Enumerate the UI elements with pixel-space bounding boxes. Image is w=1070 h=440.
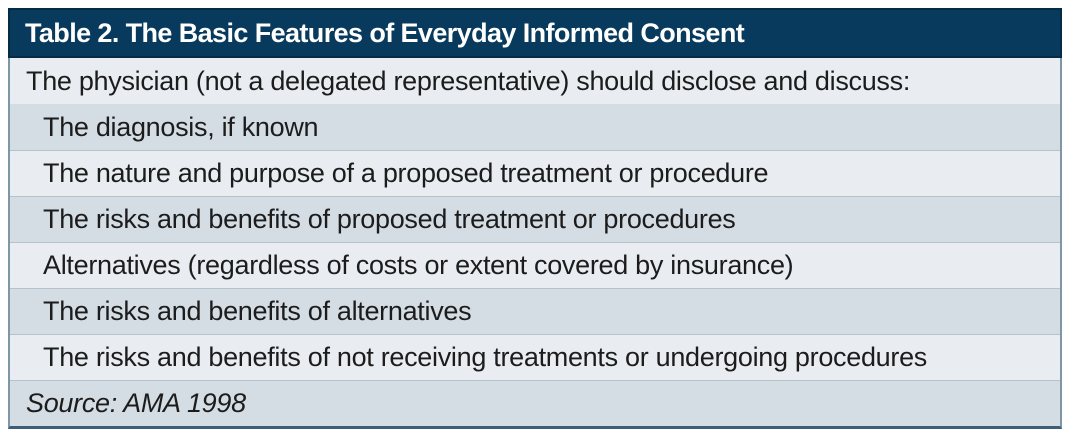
informed-consent-table xyxy=(8,8,1062,432)
source-row: Source: AMA 1998 xyxy=(10,380,1060,426)
table-row: Alternatives (regardless of costs or extent covered by insurance) xyxy=(10,242,1060,288)
table-row: The diagnosis, if known xyxy=(10,104,1060,150)
table-body xyxy=(8,58,1062,429)
table-row: The risks and benefits of proposed treatment or procedures xyxy=(10,196,1060,242)
intro-row: The physician (not a delegated representative) should disclose and discuss: xyxy=(10,58,1060,104)
table-row: The risks and benefits of not receiving treatments or undergoing procedures xyxy=(10,334,1060,380)
table-header xyxy=(8,8,1062,58)
table-row: The risks and benefits of alternatives xyxy=(10,288,1060,334)
table-title: Table 2. The Basic Features of Everyday Informed Consent xyxy=(25,17,745,48)
table-row: The nature and purpose of a proposed treatment or procedure xyxy=(10,150,1060,196)
